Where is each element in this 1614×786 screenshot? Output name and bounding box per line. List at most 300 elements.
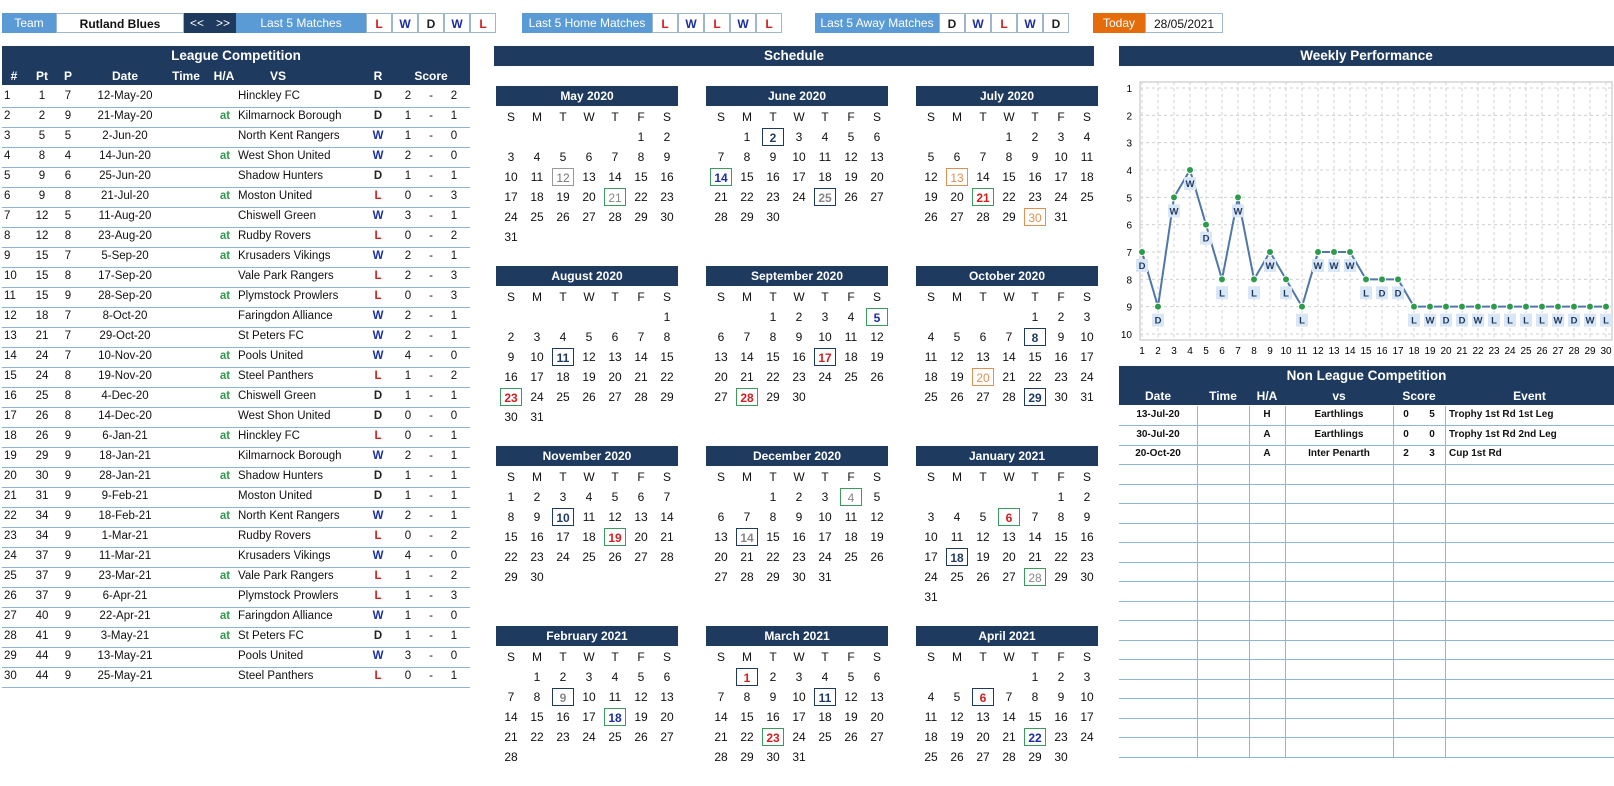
calendar-day[interactable]: 13 [582, 170, 596, 184]
fixture-day[interactable]: 30 [1024, 208, 1046, 226]
calendar-day[interactable]: 5 [585, 330, 593, 344]
calendar-day[interactable]: 21 [1028, 550, 1042, 564]
calendar-day[interactable]: 5 [953, 330, 961, 344]
calendar-day[interactable]: 27 [976, 390, 990, 404]
calendar-day[interactable]: 8 [637, 150, 645, 164]
calendar-day[interactable]: 11 [924, 350, 938, 364]
calendar-day[interactable]: 8 [1005, 150, 1013, 164]
calendar-day[interactable]: 14 [1002, 710, 1016, 724]
calendar-day[interactable]: 31 [504, 230, 518, 244]
calendar-day[interactable]: 17 [792, 170, 806, 184]
calendar-day[interactable]: 2 [1031, 130, 1039, 144]
calendar-day[interactable]: 1 [507, 490, 515, 504]
calendar-day[interactable]: 23 [792, 370, 806, 384]
calendar-day[interactable]: 7 [743, 330, 751, 344]
calendar-day[interactable]: 30 [660, 210, 674, 224]
calendar-day[interactable]: 7 [637, 330, 645, 344]
calendar-day[interactable]: 10 [1080, 690, 1094, 704]
fixture-day[interactable]: 21 [972, 188, 994, 206]
calendar-day[interactable]: 24 [924, 570, 938, 584]
table-row[interactable] [2, 547, 470, 568]
fixture-day[interactable]: 19 [604, 528, 626, 546]
calendar-day[interactable]: 17 [792, 710, 806, 724]
calendar-day[interactable]: 3 [795, 130, 803, 144]
calendar-day[interactable]: 12 [870, 330, 884, 344]
calendar-day[interactable]: 16 [766, 170, 780, 184]
fixture-day[interactable]: 28 [736, 388, 758, 406]
calendar-day[interactable]: 11 [530, 170, 544, 184]
fixture-day[interactable]: 8 [1024, 328, 1046, 346]
calendar-day[interactable]: 25 [924, 750, 938, 764]
calendar-day[interactable]: 1 [663, 310, 671, 324]
calendar-day[interactable]: 29 [1054, 570, 1068, 584]
calendar-day[interactable]: 19 [844, 710, 858, 724]
calendar-day[interactable]: 20 [714, 370, 728, 384]
calendar-day[interactable]: 20 [714, 550, 728, 564]
calendar-day[interactable]: 24 [792, 730, 806, 744]
calendar-day[interactable]: 9 [769, 150, 777, 164]
calendar-day[interactable]: 31 [792, 750, 806, 764]
calendar-day[interactable]: 23 [1054, 730, 1068, 744]
calendar-day[interactable]: 11 [818, 150, 832, 164]
calendar-day[interactable]: 3 [821, 310, 829, 324]
calendar-day[interactable]: 21 [1002, 730, 1016, 744]
calendar-day[interactable]: 24 [1054, 190, 1068, 204]
calendar-day[interactable]: 12 [870, 510, 884, 524]
calendar-day[interactable]: 19 [870, 530, 884, 544]
calendar-day[interactable]: 25 [924, 390, 938, 404]
calendar-day[interactable]: 20 [870, 170, 884, 184]
calendar-day[interactable]: 28 [714, 750, 728, 764]
calendar-day[interactable]: 15 [530, 710, 544, 724]
calendar-day[interactable]: 21 [714, 730, 728, 744]
calendar-day[interactable]: 8 [743, 150, 751, 164]
table-row[interactable] [1119, 738, 1614, 758]
calendar-day[interactable]: 24 [818, 550, 832, 564]
calendar-day[interactable]: 11 [608, 690, 622, 704]
table-row[interactable] [2, 667, 470, 688]
calendar-day[interactable]: 15 [766, 530, 780, 544]
calendar-day[interactable]: 29 [634, 210, 648, 224]
calendar-day[interactable]: 15 [740, 710, 754, 724]
calendar-day[interactable]: 14 [608, 170, 622, 184]
calendar-day[interactable]: 13 [870, 150, 884, 164]
calendar-day[interactable]: 20 [1002, 550, 1016, 564]
calendar-day[interactable]: 26 [608, 550, 622, 564]
calendar-day[interactable]: 25 [608, 730, 622, 744]
calendar-day[interactable]: 15 [1002, 170, 1016, 184]
calendar-day[interactable]: 11 [950, 530, 964, 544]
previous-team-button[interactable]: << [184, 13, 210, 33]
calendar-day[interactable]: 10 [792, 690, 806, 704]
next-team-button[interactable]: >> [210, 13, 236, 33]
calendar-day[interactable]: 6 [611, 330, 619, 344]
calendar-day[interactable]: 3 [821, 490, 829, 504]
calendar-day[interactable]: 8 [1057, 510, 1065, 524]
table-row[interactable] [2, 607, 470, 628]
calendar-day[interactable]: 1 [637, 130, 645, 144]
calendar-day[interactable]: 26 [634, 730, 648, 744]
team-selector[interactable]: Rutland Blues [56, 13, 184, 33]
calendar-day[interactable]: 19 [634, 710, 648, 724]
calendar-day[interactable]: 4 [927, 690, 935, 704]
calendar-day[interactable]: 16 [1054, 710, 1068, 724]
calendar-day[interactable]: 24 [1080, 370, 1094, 384]
calendar-day[interactable]: 12 [582, 350, 596, 364]
calendar-day[interactable]: 4 [559, 330, 567, 344]
calendar-day[interactable]: 3 [927, 510, 935, 524]
calendar-day[interactable]: 7 [663, 490, 671, 504]
calendar-day[interactable]: 9 [769, 690, 777, 704]
calendar-day[interactable]: 25 [950, 570, 964, 584]
fixture-day[interactable]: 9 [552, 688, 574, 706]
calendar-day[interactable]: 1 [1005, 130, 1013, 144]
calendar-day[interactable]: 27 [660, 730, 674, 744]
calendar-day[interactable]: 24 [582, 730, 596, 744]
calendar-day[interactable]: 5 [953, 690, 961, 704]
calendar-day[interactable]: 7 [1005, 330, 1013, 344]
calendar-day[interactable]: 9 [1057, 690, 1065, 704]
calendar-day[interactable]: 6 [873, 130, 881, 144]
calendar-day[interactable]: 19 [950, 370, 964, 384]
calendar-day[interactable]: 24 [792, 190, 806, 204]
calendar-day[interactable]: 6 [717, 330, 725, 344]
calendar-day[interactable]: 15 [766, 350, 780, 364]
table-row[interactable] [1119, 445, 1614, 465]
calendar-day[interactable]: 3 [559, 490, 567, 504]
calendar-day[interactable]: 22 [766, 370, 780, 384]
calendar-day[interactable]: 16 [792, 530, 806, 544]
calendar-day[interactable]: 17 [1080, 350, 1094, 364]
calendar-day[interactable]: 23 [556, 730, 570, 744]
calendar-day[interactable]: 5 [927, 150, 935, 164]
calendar-day[interactable]: 30 [766, 210, 780, 224]
calendar-day[interactable]: 23 [530, 550, 544, 564]
calendar-day[interactable]: 18 [924, 370, 938, 384]
calendar-day[interactable]: 14 [504, 710, 518, 724]
table-row[interactable] [2, 387, 470, 408]
calendar-day[interactable]: 31 [530, 410, 544, 424]
calendar-day[interactable]: 3 [1083, 310, 1091, 324]
calendar-day[interactable]: 9 [663, 150, 671, 164]
calendar-day[interactable]: 8 [769, 330, 777, 344]
calendar-day[interactable]: 19 [582, 370, 596, 384]
calendar-day[interactable]: 21 [634, 370, 648, 384]
calendar-day[interactable]: 6 [637, 490, 645, 504]
calendar-day[interactable]: 22 [1002, 190, 1016, 204]
calendar-day[interactable]: 31 [818, 570, 832, 584]
table-row[interactable] [1119, 484, 1614, 504]
calendar-day[interactable]: 16 [1054, 350, 1068, 364]
calendar-day[interactable]: 4 [821, 670, 829, 684]
calendar-day[interactable]: 15 [1028, 710, 1042, 724]
fixture-day[interactable]: 12 [552, 168, 574, 186]
table-row[interactable] [2, 167, 470, 188]
calendar-day[interactable]: 25 [844, 550, 858, 564]
calendar-day[interactable]: 13 [714, 350, 728, 364]
calendar-day[interactable]: 5 [979, 510, 987, 524]
calendar-day[interactable]: 19 [556, 190, 570, 204]
calendar-day[interactable]: 9 [533, 510, 541, 524]
calendar-day[interactable]: 2 [1083, 490, 1091, 504]
calendar-day[interactable]: 16 [556, 710, 570, 724]
calendar-day[interactable]: 24 [556, 550, 570, 564]
calendar-day[interactable]: 27 [634, 550, 648, 564]
calendar-day[interactable]: 12 [844, 150, 858, 164]
table-row[interactable] [2, 307, 470, 328]
calendar-day[interactable]: 17 [582, 710, 596, 724]
calendar-day[interactable]: 27 [714, 390, 728, 404]
calendar-day[interactable]: 20 [582, 190, 596, 204]
calendar-day[interactable]: 29 [740, 210, 754, 224]
calendar-day[interactable]: 3 [533, 330, 541, 344]
calendar-day[interactable]: 10 [504, 170, 518, 184]
table-row[interactable] [2, 527, 470, 548]
table-row[interactable] [2, 647, 470, 668]
calendar-day[interactable]: 29 [1002, 210, 1016, 224]
calendar-day[interactable]: 26 [870, 550, 884, 564]
fixture-day[interactable]: 11 [552, 348, 574, 366]
calendar-day[interactable]: 8 [507, 510, 515, 524]
calendar-day[interactable]: 12 [976, 530, 990, 544]
calendar-day[interactable]: 26 [924, 210, 938, 224]
calendar-day[interactable]: 30 [792, 390, 806, 404]
calendar-day[interactable]: 3 [507, 150, 515, 164]
calendar-day[interactable]: 7 [717, 150, 725, 164]
calendar-day[interactable]: 20 [608, 370, 622, 384]
calendar-day[interactable]: 29 [766, 390, 780, 404]
calendar-day[interactable]: 11 [924, 710, 938, 724]
calendar-day[interactable]: 3 [585, 670, 593, 684]
table-row[interactable] [1119, 465, 1614, 485]
calendar-day[interactable]: 23 [792, 550, 806, 564]
table-row[interactable] [1119, 699, 1614, 719]
calendar-day[interactable]: 28 [660, 550, 674, 564]
calendar-day[interactable]: 21 [660, 530, 674, 544]
calendar-day[interactable]: 13 [976, 350, 990, 364]
calendar-day[interactable]: 4 [927, 330, 935, 344]
calendar-day[interactable]: 14 [660, 510, 674, 524]
calendar-day[interactable]: 29 [504, 570, 518, 584]
calendar-day[interactable]: 6 [585, 150, 593, 164]
calendar-day[interactable]: 22 [1054, 550, 1068, 564]
calendar-day[interactable]: 30 [792, 570, 806, 584]
calendar-day[interactable]: 28 [634, 390, 648, 404]
fixture-day[interactable]: 21 [604, 188, 626, 206]
calendar-day[interactable]: 7 [717, 690, 725, 704]
calendar-day[interactable]: 13 [976, 710, 990, 724]
calendar-day[interactable]: 12 [634, 690, 648, 704]
calendar-day[interactable]: 2 [1057, 310, 1065, 324]
table-row[interactable] [2, 627, 470, 648]
calendar-day[interactable]: 11 [844, 510, 858, 524]
table-row[interactable] [2, 227, 470, 248]
table-row[interactable] [1119, 601, 1614, 621]
calendar-day[interactable]: 24 [530, 390, 544, 404]
table-row[interactable] [2, 107, 470, 128]
calendar-day[interactable]: 2 [559, 670, 567, 684]
calendar-day[interactable]: 6 [663, 670, 671, 684]
calendar-day[interactable]: 16 [1080, 530, 1094, 544]
calendar-day[interactable]: 15 [740, 170, 754, 184]
calendar-day[interactable]: 2 [769, 670, 777, 684]
calendar-day[interactable]: 27 [1002, 570, 1016, 584]
calendar-day[interactable]: 3 [795, 670, 803, 684]
calendar-day[interactable]: 12 [608, 510, 622, 524]
calendar-day[interactable]: 4 [821, 130, 829, 144]
calendar-day[interactable]: 16 [530, 530, 544, 544]
fixture-day[interactable]: 13 [946, 168, 968, 186]
calendar-day[interactable]: 13 [1002, 530, 1016, 544]
fixture-day[interactable]: 6 [972, 688, 994, 706]
calendar-day[interactable]: 9 [507, 350, 515, 364]
calendar-day[interactable]: 3 [1057, 130, 1065, 144]
calendar-day[interactable]: 11 [844, 330, 858, 344]
table-row[interactable] [2, 187, 470, 208]
calendar-day[interactable]: 1 [1031, 310, 1039, 324]
calendar-day[interactable]: 21 [714, 190, 728, 204]
calendar-day[interactable]: 18 [582, 530, 596, 544]
calendar-day[interactable]: 21 [740, 370, 754, 384]
calendar-day[interactable]: 2 [663, 130, 671, 144]
calendar-day[interactable]: 14 [976, 170, 990, 184]
calendar-day[interactable]: 30 [530, 570, 544, 584]
calendar-day[interactable]: 16 [504, 370, 518, 384]
calendar-day[interactable]: 25 [818, 730, 832, 744]
calendar-day[interactable]: 17 [1054, 170, 1068, 184]
calendar-day[interactable]: 27 [870, 730, 884, 744]
calendar-day[interactable]: 5 [847, 670, 855, 684]
calendar-day[interactable]: 21 [504, 730, 518, 744]
calendar-day[interactable]: 12 [924, 170, 938, 184]
calendar-day[interactable]: 10 [530, 350, 544, 364]
table-row[interactable] [1119, 640, 1614, 660]
calendar-day[interactable]: 30 [1054, 390, 1068, 404]
fixture-day[interactable]: 5 [866, 308, 888, 326]
calendar-day[interactable]: 7 [979, 150, 987, 164]
calendar-day[interactable]: 20 [634, 530, 648, 544]
calendar-day[interactable]: 24 [1080, 730, 1094, 744]
calendar-day[interactable]: 22 [766, 550, 780, 564]
calendar-day[interactable]: 16 [792, 350, 806, 364]
table-row[interactable] [2, 447, 470, 468]
calendar-day[interactable]: 20 [976, 730, 990, 744]
calendar-day[interactable]: 17 [556, 530, 570, 544]
calendar-day[interactable]: 11 [582, 510, 596, 524]
calendar-day[interactable]: 26 [844, 190, 858, 204]
calendar-day[interactable]: 19 [924, 190, 938, 204]
table-row[interactable] [2, 427, 470, 448]
fixture-day[interactable]: 18 [604, 708, 626, 726]
calendar-day[interactable]: 7 [1031, 510, 1039, 524]
calendar-day[interactable]: 17 [530, 370, 544, 384]
fixture-day[interactable]: 22 [1024, 728, 1046, 746]
calendar-day[interactable]: 29 [660, 390, 674, 404]
calendar-day[interactable]: 5 [873, 490, 881, 504]
calendar-day[interactable]: 4 [585, 490, 593, 504]
table-row[interactable] [1119, 523, 1614, 543]
calendar-day[interactable]: 12 [950, 710, 964, 724]
table-row[interactable] [2, 367, 470, 388]
fixture-day[interactable]: 4 [840, 488, 862, 506]
calendar-day[interactable]: 10 [818, 330, 832, 344]
calendar-day[interactable]: 23 [1054, 370, 1068, 384]
calendar-day[interactable]: 19 [976, 550, 990, 564]
table-row[interactable] [2, 147, 470, 168]
calendar-day[interactable]: 13 [608, 350, 622, 364]
calendar-day[interactable]: 26 [976, 570, 990, 584]
calendar-day[interactable]: 10 [1080, 330, 1094, 344]
calendar-day[interactable]: 6 [717, 510, 725, 524]
calendar-day[interactable]: 20 [950, 190, 964, 204]
calendar-day[interactable]: 23 [766, 190, 780, 204]
fixture-day[interactable]: 17 [814, 348, 836, 366]
calendar-day[interactable]: 13 [714, 530, 728, 544]
calendar-day[interactable]: 26 [556, 210, 570, 224]
table-row[interactable] [2, 467, 470, 488]
table-row[interactable] [2, 347, 470, 368]
calendar-day[interactable]: 5 [637, 670, 645, 684]
calendar-day[interactable]: 31 [924, 590, 938, 604]
calendar-day[interactable]: 12 [844, 690, 858, 704]
calendar-day[interactable]: 22 [530, 730, 544, 744]
calendar-day[interactable]: 30 [1054, 750, 1068, 764]
calendar-day[interactable]: 20 [660, 710, 674, 724]
fixture-day[interactable]: 14 [710, 168, 732, 186]
table-row[interactable] [2, 87, 470, 108]
calendar-day[interactable]: 6 [873, 670, 881, 684]
calendar-day[interactable]: 28 [1002, 750, 1016, 764]
calendar-day[interactable]: 13 [870, 690, 884, 704]
calendar-day[interactable]: 25 [556, 390, 570, 404]
fixture-day[interactable]: 6 [998, 508, 1020, 526]
calendar-day[interactable]: 29 [740, 750, 754, 764]
table-row[interactable] [1119, 406, 1614, 426]
calendar-day[interactable]: 22 [740, 190, 754, 204]
calendar-day[interactable]: 26 [950, 390, 964, 404]
table-row[interactable] [2, 507, 470, 528]
calendar-day[interactable]: 9 [1057, 330, 1065, 344]
calendar-day[interactable]: 22 [660, 370, 674, 384]
calendar-day[interactable]: 7 [1005, 690, 1013, 704]
fixture-day[interactable]: 28 [1024, 568, 1046, 586]
calendar-day[interactable]: 26 [950, 750, 964, 764]
calendar-day[interactable]: 1 [769, 490, 777, 504]
calendar-day[interactable]: 15 [1028, 350, 1042, 364]
calendar-day[interactable]: 18 [844, 530, 858, 544]
table-row[interactable] [1119, 718, 1614, 738]
table-row[interactable] [1119, 679, 1614, 699]
calendar-day[interactable]: 26 [870, 370, 884, 384]
calendar-day[interactable]: 17 [924, 550, 938, 564]
calendar-day[interactable]: 29 [766, 570, 780, 584]
calendar-day[interactable]: 20 [870, 710, 884, 724]
calendar-day[interactable]: 22 [740, 730, 754, 744]
calendar-day[interactable]: 1 [1057, 490, 1065, 504]
table-row[interactable] [2, 207, 470, 228]
calendar-day[interactable]: 9 [1031, 150, 1039, 164]
calendar-day[interactable]: 4 [611, 670, 619, 684]
table-row[interactable] [1119, 426, 1614, 446]
calendar-day[interactable]: 7 [743, 510, 751, 524]
table-row[interactable] [2, 327, 470, 348]
calendar-day[interactable]: 30 [766, 750, 780, 764]
calendar-day[interactable]: 7 [611, 150, 619, 164]
calendar-day[interactable]: 1 [1031, 670, 1039, 684]
calendar-day[interactable]: 4 [533, 150, 541, 164]
table-row[interactable] [2, 127, 470, 148]
calendar-day[interactable]: 8 [533, 690, 541, 704]
